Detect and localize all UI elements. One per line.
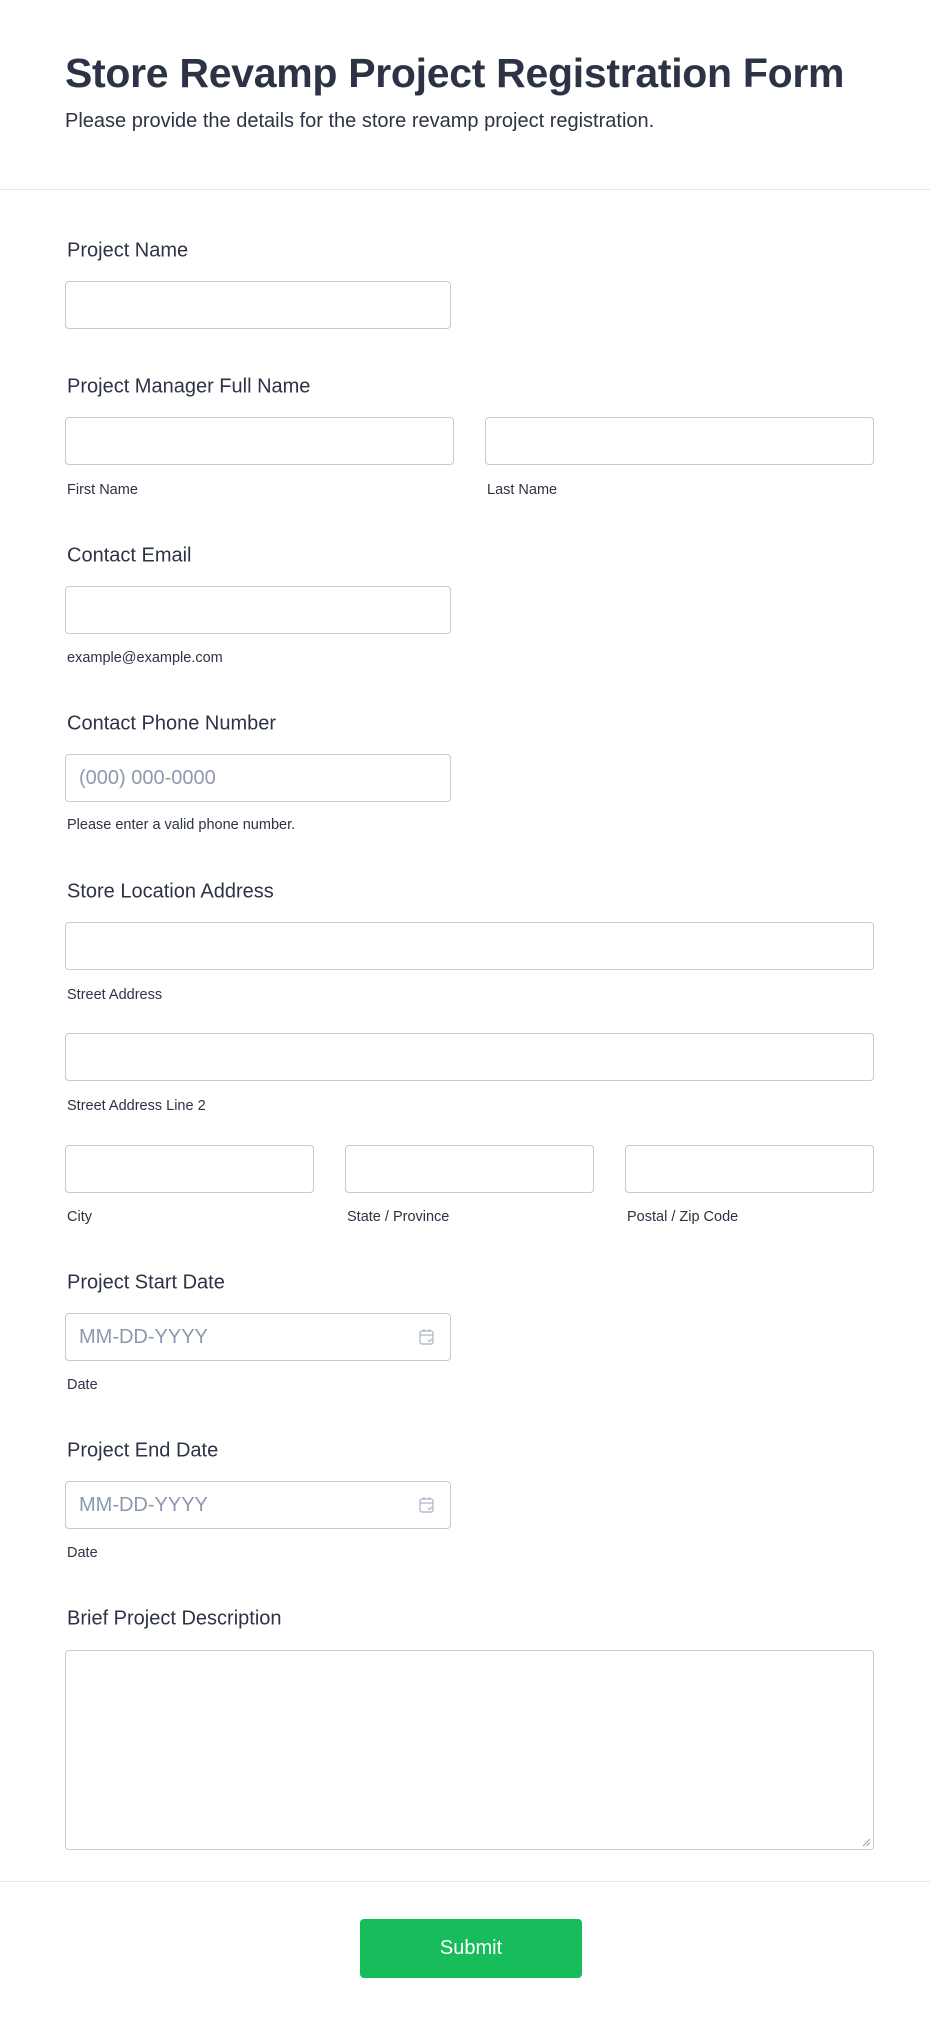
calendar-icon[interactable]	[418, 1496, 436, 1514]
end-date-label: Project End Date	[67, 1439, 219, 1462]
street-address-line2-sublabel: Street Address Line 2	[67, 1098, 206, 1114]
start-date-input[interactable]	[65, 1313, 451, 1361]
start-date-label: Project Start Date	[67, 1271, 225, 1294]
resize-handle-icon[interactable]	[862, 1838, 870, 1846]
last-name-input[interactable]	[485, 417, 874, 465]
header-divider	[0, 189, 930, 190]
phone-placeholder: (000) 000-0000	[79, 766, 216, 789]
state-input[interactable]	[345, 1145, 594, 1193]
start-date-sublabel: Date	[67, 1377, 98, 1393]
street-address-line2-input[interactable]	[65, 1033, 874, 1081]
phone-input[interactable]	[65, 754, 451, 802]
project-name-input[interactable]	[65, 281, 451, 329]
zip-input[interactable]	[625, 1145, 874, 1193]
street-address-sublabel: Street Address	[67, 987, 163, 1003]
email-input[interactable]	[65, 586, 451, 634]
first-name-input[interactable]	[65, 417, 454, 465]
end-date-placeholder: MM-DD-YYYY	[79, 1493, 208, 1516]
project-name-label: Project Name	[67, 239, 189, 262]
description-textarea[interactable]	[65, 1650, 874, 1850]
state-sublabel: State / Province	[347, 1209, 450, 1225]
description-label: Brief Project Description	[67, 1607, 282, 1630]
email-label: Contact Email	[67, 544, 192, 567]
form-title: Store Revamp Project Registration Form	[65, 50, 845, 96]
end-date-input[interactable]	[65, 1481, 451, 1529]
submit-button[interactable]: Submit	[360, 1919, 582, 1978]
end-date-sublabel: Date	[67, 1545, 98, 1561]
address-label: Store Location Address	[67, 880, 274, 903]
street-address-input[interactable]	[65, 922, 874, 970]
manager-label: Project Manager Full Name	[67, 375, 311, 398]
last-name-sublabel: Last Name	[487, 482, 558, 498]
form-subtitle: Please provide the details for the store revamp project registration.	[65, 110, 655, 132]
start-date-placeholder: MM-DD-YYYY	[79, 1325, 208, 1348]
phone-label: Contact Phone Number	[67, 712, 277, 735]
city-input[interactable]	[65, 1145, 314, 1193]
first-name-sublabel: First Name	[67, 482, 138, 498]
phone-sublabel: Please enter a valid phone number.	[67, 817, 296, 833]
city-sublabel: City	[67, 1209, 92, 1225]
footer-divider	[0, 1881, 930, 1882]
email-sublabel: example@example.com	[67, 650, 223, 666]
calendar-icon[interactable]	[418, 1328, 436, 1346]
zip-sublabel: Postal / Zip Code	[627, 1209, 739, 1225]
